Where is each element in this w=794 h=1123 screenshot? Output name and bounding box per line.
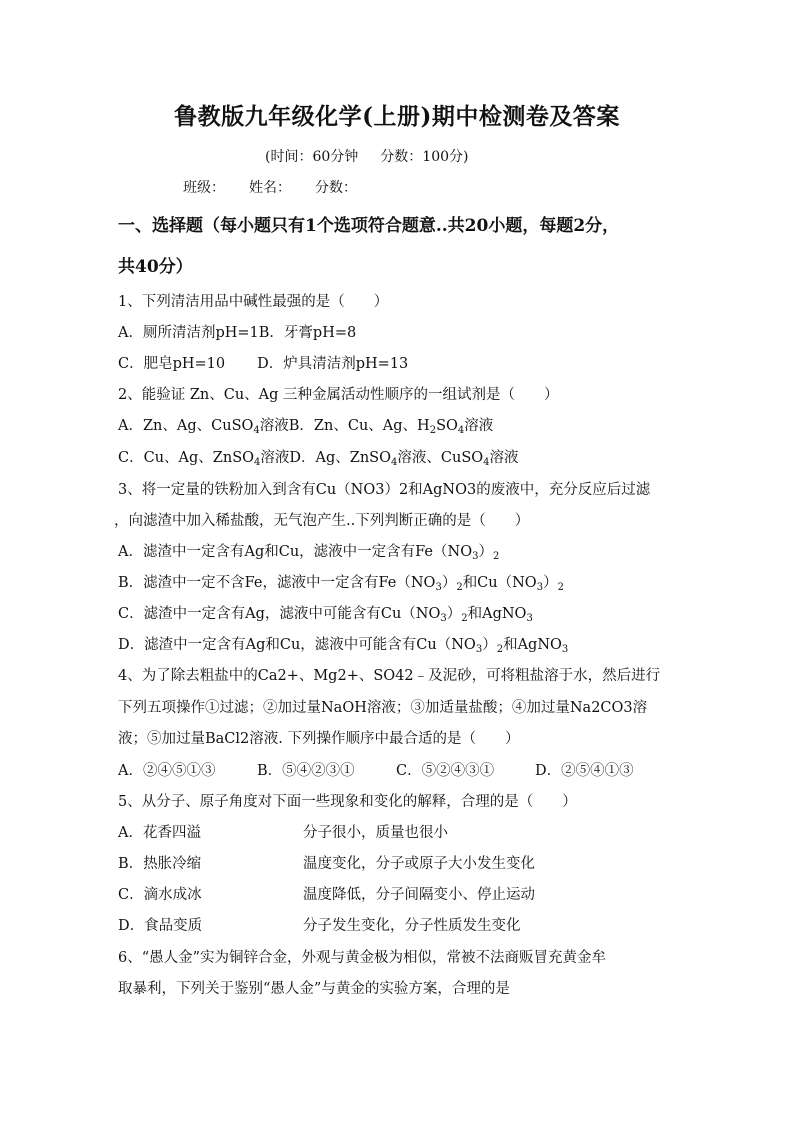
- subscript: 4: [254, 457, 261, 468]
- subscript: 4: [253, 425, 260, 436]
- subscript: 2: [456, 582, 463, 593]
- q4-option-a: A．②④⑤①③: [118, 763, 216, 779]
- q2-option-c-end: 溶液: [260, 450, 290, 466]
- paren: ）: [446, 606, 462, 622]
- q3-option-c-end: 和AgNO: [467, 606, 527, 622]
- subscript: 2: [461, 613, 468, 624]
- q4-stem-line1: 4、为了除去粗盐中的Ca2+、Mg2+、SO42﹣及泥砂，可将粗盐溶于水，然后进行: [118, 668, 661, 684]
- subscript: 3: [475, 644, 483, 655]
- q3-option-d: [118, 633, 568, 655]
- q2-option-d-end: 溶液: [489, 450, 519, 466]
- subscript: 2: [429, 425, 437, 436]
- q5-label-c: C．滴水成冰: [118, 887, 202, 903]
- q3-option-d-end: 和AgNO: [503, 637, 562, 653]
- subscript: 4: [457, 425, 465, 436]
- q1-options-ab: [118, 321, 356, 342]
- subscript: 3: [526, 613, 533, 624]
- time-limit: (时间：60分钟: [265, 149, 359, 165]
- subscript: 4: [483, 457, 490, 468]
- subscript: 3: [472, 551, 479, 562]
- subscript: 4: [391, 457, 398, 468]
- q4-stem-line2: 下列五项操作①过滤；②加过量NaOH溶液；③加适量盐酸；④加过量Na2CO3溶: [118, 700, 648, 716]
- exam-meta: [265, 146, 490, 166]
- page-title: 鲁教版九年级化学(上册)期中检测卷及答案: [174, 103, 620, 130]
- paren: ）: [543, 575, 558, 591]
- q1-options-cd: [118, 352, 408, 373]
- q3-option-a: [118, 540, 499, 562]
- paren: ）: [478, 544, 493, 560]
- q6-stem-line2: 取暴利，下列关于鉴别“愚人金”与黄金的实验方案，合理的是: [118, 981, 510, 997]
- section-heading-line2: 共40分）: [118, 257, 193, 277]
- q3-stem-line2: ，向滤渣中加入稀盐酸，无气泡产生..下列判断正确的是（ ）: [114, 513, 530, 529]
- section-heading-line1: 一、选择题（每小题只有1个选项符合题意..共20小题，每题2分，: [118, 216, 620, 236]
- q5-row-b: [118, 852, 618, 873]
- q5-explain-a: 分子很小，质量也很小: [303, 825, 448, 841]
- subscript: 3: [536, 582, 544, 593]
- subscript: 2: [557, 582, 564, 593]
- paren: ）: [482, 637, 497, 653]
- subscript: 3: [561, 644, 569, 655]
- q5-row-d: [118, 914, 618, 935]
- class-label: 班级：: [183, 180, 225, 196]
- q2-options-cd: [118, 446, 519, 468]
- q3-option-d-text: D．滤渣中一定含有Ag和Cu，滤液中可能含有Cu（NO: [118, 637, 476, 653]
- q5-label-b: B．热胀冷缩: [118, 856, 202, 872]
- q5-explain-d: 分子发生变化，分子性质发生变化: [303, 918, 521, 934]
- q5-label-a: A．花香四溢: [118, 825, 201, 841]
- q3-option-b-text: B．滤渣中一定不含Fe，滤液中一定含有Fe（NO: [118, 575, 436, 591]
- q2-option-b: B．Zn、Cu、Ag、H: [288, 418, 430, 434]
- q6-stem-line1: 6、“愚人金”实为铜锌合金，外观与黄金极为相似，常被不法商贩冒充黄金牟: [118, 950, 607, 966]
- score-label: 分数：: [315, 180, 357, 196]
- q4-option-c: C．⑤②④③①: [396, 763, 495, 779]
- q1-stem: 1、下列清洁用品中碱性最强的是（ ）: [118, 294, 389, 310]
- subscript: 3: [440, 613, 447, 624]
- q4-option-d: D．②⑤④①③: [535, 763, 634, 779]
- q5-stem: 5、从分子、原子角度对下面一些现象和变化的解释，合理的是（ ）: [118, 794, 577, 810]
- q2-option-d: D．Ag、ZnSO: [289, 450, 392, 466]
- q2-stem: 2、能验证 Zn、Cu、Ag 三种金属活动性顺序的一组试剂是（ ）: [118, 387, 559, 403]
- q3-option-c: [118, 602, 533, 624]
- q5-row-c: [118, 883, 618, 904]
- q4-option-b: B．⑤④②③①: [257, 763, 355, 779]
- q2-option-b-end: 溶液: [464, 418, 494, 434]
- q4-options: [118, 759, 634, 780]
- subscript: 3: [435, 582, 442, 593]
- q2-option-d-mid: 溶液、CuSO: [397, 450, 484, 466]
- q5-explain-b: 温度变化，分子或原子大小发生变化: [303, 856, 535, 872]
- q3-stem-line1: 3、将一定量的铁粉加入到含有Cu（NO3）2和AgNO3的废液中，充分反应后过滤: [118, 482, 651, 498]
- q5-label-d: D．食品变质: [118, 918, 203, 934]
- q2-option-a-end: 溶液: [259, 418, 289, 434]
- q3-option-a-text: A．滤渣中一定含有Ag和Cu，滤液中一定含有Fe（NO: [118, 544, 473, 560]
- q1-option-c: C．肥皂pH=10: [118, 356, 226, 372]
- q5-explain-c: 温度降低，分子间隔变小、停止运动: [303, 887, 535, 903]
- total-score: 分数：100分): [380, 149, 469, 165]
- paren: ）: [441, 575, 457, 591]
- q5-row-a: [118, 821, 618, 842]
- q2-option-a: A．Zn、Ag、CuSO: [118, 418, 254, 434]
- q2-option-c: C．Cu、Ag、ZnSO: [118, 450, 255, 466]
- subscript: 2: [492, 551, 500, 562]
- q1-option-a: A．厕所清洁剂pH=1: [118, 325, 259, 341]
- q1-option-b: B．牙膏pH=8: [258, 325, 357, 341]
- student-fields: [183, 177, 381, 197]
- q3-option-b-mid: 和Cu（NO: [462, 575, 537, 591]
- q2-option-b-mid: SO: [436, 418, 458, 434]
- q3-option-b: [118, 571, 564, 593]
- q4-stem-line3: 液；⑤加过量BaCl2溶液. 下列操作顺序中最合适的是（ ）: [118, 731, 520, 747]
- subscript: 2: [496, 644, 504, 655]
- name-label: 姓名：: [249, 180, 291, 196]
- q1-option-d: D．炉具清洁剂pH=13: [257, 356, 409, 372]
- q2-options-ab: [118, 414, 493, 436]
- q3-option-c-text: C．滤渣中一定含有Ag，滤液中可能含有Cu（NO: [118, 606, 441, 622]
